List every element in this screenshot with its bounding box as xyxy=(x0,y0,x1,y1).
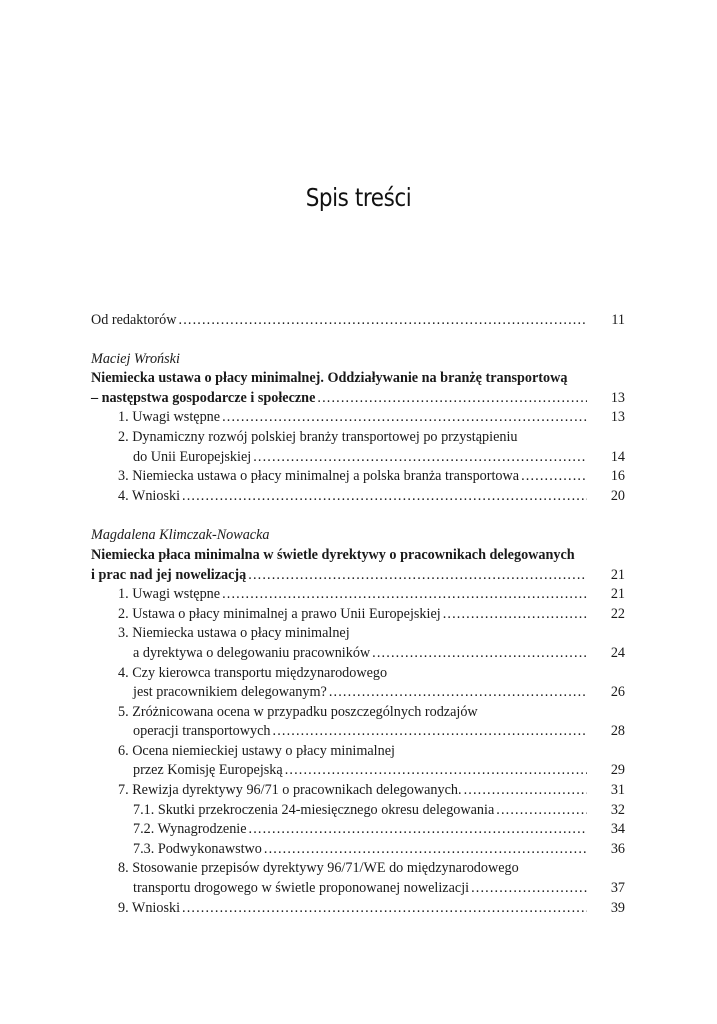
toc-page-number: 24 xyxy=(610,644,625,661)
toc-page-number: 32 xyxy=(610,801,625,818)
toc-page-number: 39 xyxy=(610,899,625,916)
toc-page-number: 11 xyxy=(611,312,625,328)
toc-item[interactable]: 1. Uwagi wstępne . . . 13 xyxy=(91,408,625,428)
toc-item-continued[interactable]: operacji transportowych . . . 28 xyxy=(91,722,625,742)
toc-entry-od-redaktorow[interactable] xyxy=(91,311,625,331)
page-title: Spis treści xyxy=(305,183,412,212)
toc-item[interactable]: 6. Ocena niemieckiej ustawy o płacy minimalnej xyxy=(118,742,395,759)
toc-item[interactable]: 5. Zróżnicowana ocena w przypadku poszczególnych rodzajów xyxy=(118,703,478,720)
toc-page-number: 26 xyxy=(610,684,625,701)
toc-page-number: 29 xyxy=(610,762,625,779)
toc-page-number: 13 xyxy=(610,409,625,426)
toc-subitem[interactable]: 7.1. Skutki przekroczenia 24-miesięcznego okresu delegowania . . . 32 xyxy=(91,801,625,821)
section-title[interactable]: Niemiecka ustawa o płacy minimalnej. Oddziaływanie na branżę transportową xyxy=(91,370,568,387)
section-author: Maciej Wroński xyxy=(91,350,180,367)
toc-item-continued[interactable]: do Unii Europejskiej . . . 14 xyxy=(91,448,625,468)
toc-page-number: 14 xyxy=(610,448,625,465)
toc-item[interactable]: 3. Niemiecka ustawa o płacy minimalnej a polska branża transportowa . . . 16 xyxy=(91,467,625,487)
toc-page-number: 20 xyxy=(610,487,625,504)
toc-item[interactable]: 8. Stosowanie przepisów dyrektywy 96/71/WE do międzynarodowego xyxy=(118,860,519,877)
toc-item[interactable]: 2. Ustawa o płacy minimalnej a prawo Unii Europejskiej . . . 22 xyxy=(91,605,625,625)
toc-page-number: 28 xyxy=(610,723,625,740)
section-title[interactable]: Niemiecka płaca minimalna w świetle dyrektywy o pracownikach delegowanych xyxy=(91,546,575,563)
section-author: Magdalena Klimczak-Nowacka xyxy=(91,527,270,544)
toc-item-continued[interactable]: przez Komisję Europejską . . . 29 xyxy=(91,761,625,781)
toc-item[interactable]: 4. Czy kierowca transportu międzynarodowego xyxy=(118,664,388,681)
table-of-contents xyxy=(91,311,625,918)
toc-page-number: 13 xyxy=(610,389,625,406)
toc-item[interactable]: 1. Uwagi wstępne . . . 21 xyxy=(91,585,625,605)
toc-item[interactable]: 9. Wnioski . . . 39 xyxy=(91,899,625,919)
toc-page-number: 37 xyxy=(610,880,625,897)
toc-entry-text: Od redaktorów xyxy=(91,312,177,328)
toc-subitem[interactable]: 7.3. Podwykonawstwo . . . 36 xyxy=(91,840,625,860)
toc-item[interactable]: 7. Rewizja dyrektywy 96/71 o pracownikach delegowanych. . . . 31 xyxy=(91,781,625,801)
toc-item-continued[interactable]: jest pracownikiem delegowanym? . . . 26 xyxy=(91,683,625,703)
toc-item-continued[interactable]: a dyrektywa o delegowaniu pracowników . . . 24 xyxy=(91,644,625,664)
toc-item[interactable]: 3. Niemiecka ustawa o płacy minimalnej xyxy=(118,625,350,642)
toc-page-number: 36 xyxy=(610,840,625,857)
toc-page-number: 21 xyxy=(610,566,625,583)
toc-page-number: 34 xyxy=(610,821,625,838)
toc-item[interactable]: 2. Dynamiczny rozwój polskiej branży transportowej po przystąpieniu xyxy=(118,428,518,445)
toc-page-number: 16 xyxy=(610,468,625,485)
toc-item[interactable]: 4. Wnioski . . . 20 xyxy=(91,487,625,507)
section-title-continued[interactable]: i prac nad jej nowelizacją . . . 21 xyxy=(91,566,625,586)
toc-page-number: 21 xyxy=(610,586,625,603)
section-title-continued[interactable]: – następstwa gospodarcze i społeczne . . . 13 xyxy=(91,389,625,409)
toc-page-number: 22 xyxy=(610,605,625,622)
toc-item-continued[interactable]: transportu drogowego w świetle proponowanej nowelizacji . . . 37 xyxy=(91,879,625,899)
toc-page-number: 31 xyxy=(610,782,625,799)
toc-subitem[interactable]: 7.2. Wynagrodzenie . . . 34 xyxy=(91,820,625,840)
